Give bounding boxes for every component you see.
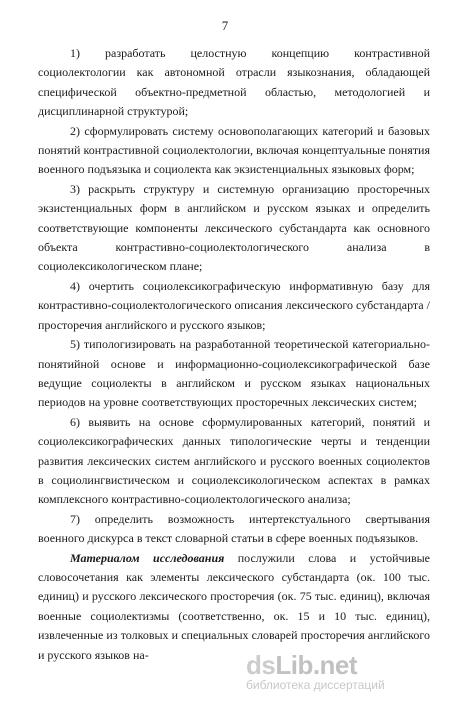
watermark-subtitle: библиотека диссертаций [246, 678, 385, 692]
material-text: послужили слова и устойчивые словосочетания как элементы лексического субстандарта (ок. 100 тыс. единиц) и русского лексического просторечия (ок. 75 тыс. единиц), включая военные социолектизмы (соответственно, ок. 15 и 10 тыс. единиц), извлеченные из толковых и специальных словарей просторечия английского и русского языков на- [38, 550, 431, 662]
page-number: 7 [221, 18, 229, 33]
watermark [246, 646, 436, 696]
task-item-3: 3) раскрыть структуру и системную организацию просторечных экзистенциальных форм в английском и русском языках и определить соответствующие компоненты лексического субстандарта как основного объекта контрастивно-социолектологического анализа в социолексикологическом плане; [38, 181, 430, 274]
task-item-4: 4) очертить социолексикографическую информативную базу для контрастивно-социолектологического описания лексического субстандарта / просторечия английского и русского языков; [38, 278, 430, 332]
task-item-6: 6) выявить на основе сформулированных категорий, понятий и социолексикографических данных типологические черты и тенденции развития лексических систем английского и русского военных социолектов в социолингвистическом и социолексикологическом аспектах в рамках комплексного контрастивно-социолектологического анализа; [38, 414, 430, 507]
task-item-7: 7) определить возможность интертекстуального свертывания военного дискурса в текст словарной статьи в сфере военных подъязыков. [38, 511, 430, 546]
body-text [38, 44, 430, 665]
task-item-5: 5) типологизировать на разработанной теоретической категориально-понятийной основе и информационно-социолексикографической базе ведущие социолекты в английском и русском языках национальных периодов на уровне соответствующих просторечных лексических систем; [38, 337, 430, 410]
task-item-2: 2) сформулировать систему основополагающих категорий и базовых понятий контрастивной социолектологии, включая концептуальные понятия военного подъязыка и социолекта как экзистенциальных языковых форм; [38, 123, 430, 177]
task-item-1: 1) разработать целостную концепцию контрастивной социолектологии как автономной отрасли языкознания, обладающей специфической объектно-предметной областью, методологией и дисциплинарной структурой; [38, 46, 430, 119]
material-lead: Материалом исследования [70, 550, 225, 565]
watermark-logo-rest: Lib.net [275, 650, 358, 680]
watermark-logo [246, 650, 357, 681]
watermark-logo-ds: ds [246, 650, 276, 680]
